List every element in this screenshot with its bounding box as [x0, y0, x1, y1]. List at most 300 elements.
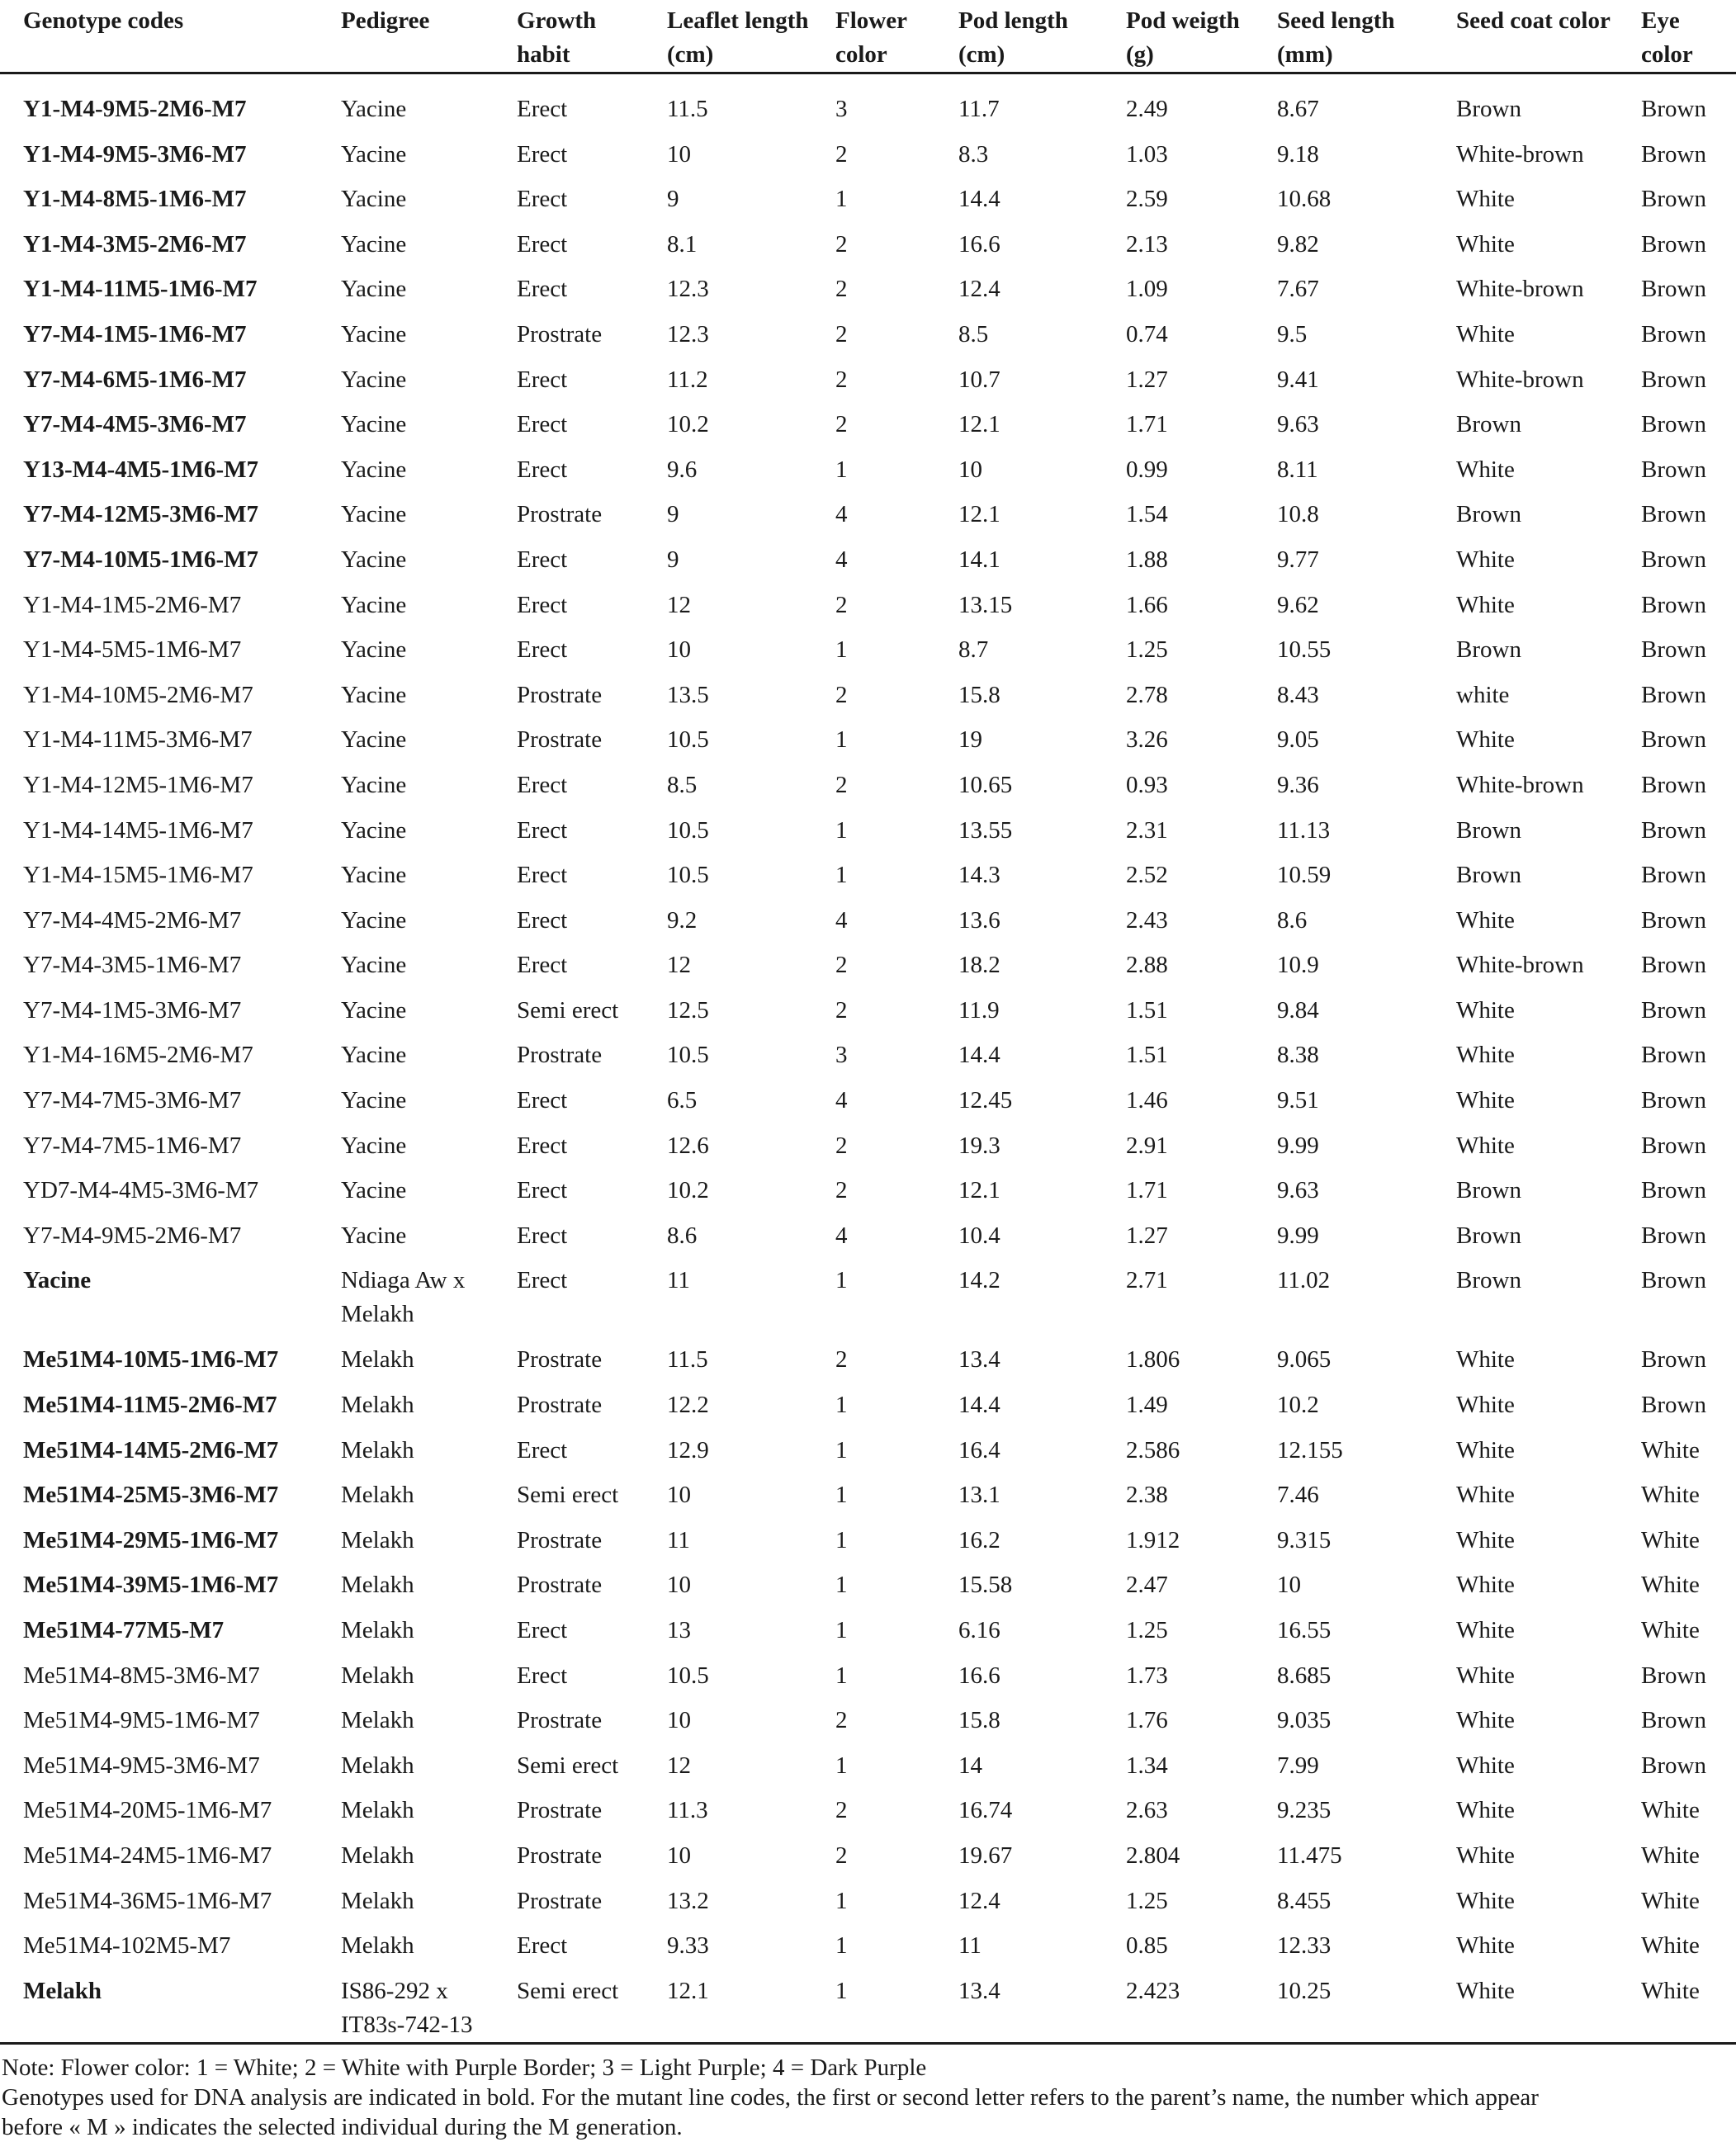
genotype-code-cell: Me51M4-102M5-M7 — [23, 1932, 231, 1960]
genotype-code-cell: Me51M4-77M5-M7 — [23, 1617, 225, 1643]
seed-length-cell: 7.99 — [1277, 1752, 1319, 1779]
pedigree-cell: Yacine — [341, 906, 407, 934]
flower-color-cell: 2 — [835, 591, 848, 618]
eye-color-cell: Brown — [1641, 771, 1706, 798]
pedigree-cell: Ndiaga Aw x Melakh — [341, 1267, 466, 1328]
leaflet-length-cell: 13.2 — [667, 1887, 709, 1914]
flower-color-cell: 2 — [835, 1346, 848, 1374]
table-row — [0, 1794, 1736, 1839]
table-row — [0, 1219, 1736, 1265]
table-body — [0, 73, 1736, 2044]
pedigree-cell: Melakh — [341, 1752, 414, 1779]
pedigree-cell: Yacine — [341, 320, 407, 348]
leaflet-length-cell: 12.3 — [667, 320, 709, 348]
genotype-code-cell: Y13-M4-4M5-1M6-M7 — [23, 456, 259, 483]
growth-habit-cell: Erect — [517, 1132, 568, 1159]
genotype-code-cell: Me51M4-24M5-1M6-M7 — [23, 1842, 272, 1869]
seed-coat-color-cell: Brown — [1456, 1177, 1521, 1204]
seed-coat-color-cell: Brown — [1456, 816, 1521, 844]
growth-habit-cell: Prostrate — [517, 1042, 603, 1069]
pod-length-cell: 16.2 — [958, 1526, 1000, 1553]
pod-length-cell: 16.4 — [958, 1436, 1000, 1463]
flower-color-cell: 2 — [835, 230, 848, 258]
pod-length-cell: 8.7 — [958, 636, 989, 664]
table-row — [0, 858, 1736, 904]
flower-color-cell: 2 — [835, 952, 848, 979]
growth-habit-cell: Erect — [517, 276, 568, 303]
pedigree-cell: Yacine — [341, 1087, 407, 1114]
seed-length-cell: 11.02 — [1277, 1267, 1331, 1294]
pod-length-cell: 14.4 — [958, 1042, 1000, 1069]
pod-weight-cell: 3.26 — [1126, 726, 1168, 754]
genotype-code-cell: Y1-M4-9M5-3M6-M7 — [23, 140, 247, 168]
genotype-code-cell: Y1-M4-9M5-2M6-M7 — [23, 96, 247, 122]
seed-coat-color-cell: white — [1456, 681, 1510, 708]
pod-length-cell: 12.1 — [958, 501, 1000, 528]
pod-length-cell: 13.15 — [958, 591, 1013, 618]
flower-color-cell: 1 — [835, 1662, 848, 1689]
flower-color-cell: 1 — [835, 186, 848, 213]
growth-habit-cell: Erect — [517, 186, 568, 213]
table-row — [0, 498, 1736, 543]
eye-color-cell: Brown — [1641, 1752, 1706, 1779]
genotype-code-cell: Y7-M4-7M5-1M6-M7 — [23, 1132, 242, 1159]
eye-color-cell: White — [1641, 1482, 1700, 1509]
flower-color-cell: 1 — [835, 862, 848, 889]
eye-color-cell: Brown — [1641, 456, 1706, 483]
genotype-code-cell: Me51M4-25M5-3M6-M7 — [23, 1482, 279, 1509]
flower-color-cell: 1 — [835, 636, 848, 664]
leaflet-length-cell: 9.6 — [667, 456, 698, 483]
seed-length-cell: 8.67 — [1277, 96, 1319, 122]
pod-length-cell: 16.6 — [958, 1662, 1000, 1689]
growth-habit-cell: Prostrate — [517, 1707, 603, 1734]
table-header-row — [0, 0, 1736, 73]
seed-coat-color-cell: Brown — [1456, 1222, 1521, 1249]
table-row — [0, 1524, 1736, 1569]
leaflet-length-cell: 11.2 — [667, 366, 708, 393]
table-footnote — [0, 2053, 1736, 2142]
pod-length-cell: 16.74 — [958, 1797, 1013, 1824]
growth-habit-cell: Erect — [517, 1087, 568, 1114]
seed-length-cell: 10 — [1277, 1572, 1301, 1599]
table-row — [0, 272, 1736, 318]
seed-length-cell: 11.13 — [1277, 816, 1331, 844]
genotype-code-cell: Y1-M4-11M5-1M6-M7 — [23, 276, 258, 303]
table-row — [0, 1478, 1736, 1524]
table-row — [0, 994, 1736, 1039]
growth-habit-cell: Prostrate — [517, 501, 603, 528]
pod-weight-cell: 1.27 — [1126, 1222, 1168, 1249]
genotype-code-cell: Me51M4-14M5-2M6-M7 — [23, 1436, 279, 1463]
leaflet-length-cell: 12.3 — [667, 276, 709, 303]
seed-length-cell: 9.41 — [1277, 366, 1319, 393]
genotype-code-cell: YD7-M4-4M5-3M6-M7 — [23, 1177, 259, 1204]
eye-color-cell: Brown — [1641, 636, 1706, 664]
pedigree-cell: Yacine — [341, 546, 407, 573]
seed-length-cell: 9.51 — [1277, 1087, 1319, 1114]
genotype-code-cell: Y1-M4-3M5-2M6-M7 — [23, 230, 247, 258]
leaflet-length-cell: 10 — [667, 1842, 691, 1869]
eye-color-cell: Brown — [1641, 816, 1706, 844]
pod-weight-cell: 1.54 — [1126, 501, 1168, 528]
genotype-code-cell: Y1-M4-12M5-1M6-M7 — [23, 771, 253, 798]
growth-habit-cell: Prostrate — [517, 681, 603, 708]
pod-length-cell: 12.1 — [958, 411, 1000, 438]
pedigree-cell: Yacine — [341, 862, 407, 889]
leaflet-length-cell: 6.5 — [667, 1087, 698, 1114]
seed-coat-color-cell: White — [1456, 1392, 1515, 1419]
eye-color-cell: Brown — [1641, 411, 1706, 438]
column-header-pod-length: Pod length (cm) — [935, 0, 1103, 73]
leaflet-length-cell: 8.1 — [667, 230, 698, 258]
seed-length-cell: 12.155 — [1277, 1436, 1343, 1463]
pod-weight-cell: 2.804 — [1126, 1842, 1180, 1869]
seed-coat-color-cell: White — [1456, 230, 1515, 258]
eye-color-cell: Brown — [1641, 276, 1706, 303]
leaflet-length-cell: 11 — [667, 1526, 690, 1553]
pod-weight-cell: 0.99 — [1126, 456, 1168, 483]
eye-color-cell: Brown — [1641, 1222, 1706, 1249]
flower-color-cell: 2 — [835, 1132, 848, 1159]
growth-habit-cell: Erect — [517, 1436, 568, 1463]
seed-length-cell: 16.55 — [1277, 1617, 1332, 1643]
leaflet-length-cell: 12.2 — [667, 1392, 709, 1419]
pod-weight-cell: 1.25 — [1126, 1887, 1168, 1914]
seed-length-cell: 8.685 — [1277, 1662, 1332, 1689]
leaflet-length-cell: 12 — [667, 1752, 691, 1779]
pedigree-cell: Yacine — [341, 1132, 407, 1159]
seed-coat-color-cell: White — [1456, 1797, 1515, 1824]
eye-color-cell: Brown — [1641, 96, 1706, 122]
table-row — [0, 1129, 1736, 1175]
table-row — [0, 138, 1736, 183]
genotype-code-cell: Y7-M4-12M5-3M6-M7 — [23, 501, 259, 528]
pedigree-cell: Melakh — [341, 1617, 414, 1643]
table-row — [0, 1974, 1736, 2044]
column-header-seed-length: Seed length (mm) — [1254, 0, 1433, 73]
genotype-code-cell: Y7-M4-9M5-2M6-M7 — [23, 1222, 242, 1249]
pod-length-cell: 15.8 — [958, 1707, 1000, 1734]
genotype-code-cell: Me51M4-36M5-1M6-M7 — [23, 1887, 272, 1914]
seed-coat-color-cell: White-brown — [1456, 952, 1584, 979]
seed-coat-color-cell: White — [1456, 1087, 1515, 1114]
leaflet-length-cell: 10 — [667, 1572, 691, 1599]
pod-length-cell: 13.1 — [958, 1482, 1000, 1509]
leaflet-length-cell: 12.9 — [667, 1436, 709, 1463]
seed-coat-color-cell: White — [1456, 1662, 1515, 1689]
eye-color-cell: White — [1641, 1842, 1700, 1869]
column-header-leaflet-length: Leaflet length (cm) — [644, 0, 812, 73]
eye-color-cell: Brown — [1641, 1177, 1706, 1204]
pedigree-cell: Yacine — [341, 771, 407, 798]
seed-length-cell: 8.43 — [1277, 681, 1319, 708]
growth-habit-cell: Erect — [517, 1177, 568, 1204]
pedigree-cell: Melakh — [341, 1887, 414, 1914]
genotype-code-cell: Y1-M4-15M5-1M6-M7 — [23, 862, 253, 889]
pedigree-cell: Melakh — [341, 1842, 414, 1869]
flower-color-cell: 1 — [835, 1572, 848, 1599]
pod-length-cell: 15.58 — [958, 1572, 1013, 1599]
seed-coat-color-cell: White — [1456, 1887, 1515, 1914]
pod-weight-cell: 1.806 — [1126, 1346, 1180, 1374]
pod-weight-cell: 1.71 — [1126, 411, 1168, 438]
leaflet-length-cell: 9 — [667, 501, 679, 528]
eye-color-cell: Brown — [1641, 1392, 1706, 1419]
pod-weight-cell: 1.51 — [1126, 996, 1168, 1024]
pod-weight-cell: 1.46 — [1126, 1087, 1168, 1114]
column-header-growth-habit: Growth habit — [494, 0, 644, 73]
eye-color-cell: White — [1641, 1572, 1700, 1599]
genotype-code-cell: Y7-M4-10M5-1M6-M7 — [23, 546, 259, 573]
table-row — [0, 228, 1736, 273]
pod-length-cell: 10.4 — [958, 1222, 1000, 1249]
flower-color-cell: 1 — [835, 1526, 848, 1553]
pod-length-cell: 13.6 — [958, 906, 1000, 934]
pod-length-cell: 19 — [958, 726, 982, 754]
seed-length-cell: 9.82 — [1277, 230, 1319, 258]
seed-length-cell: 9.99 — [1277, 1222, 1319, 1249]
eye-color-cell: White — [1641, 1797, 1700, 1824]
pod-weight-cell: 2.38 — [1126, 1482, 1168, 1509]
table-row — [0, 768, 1736, 814]
eye-color-cell: White — [1641, 1436, 1700, 1463]
seed-coat-color-cell: White-brown — [1456, 366, 1584, 393]
eye-color-cell: Brown — [1641, 862, 1706, 889]
eye-color-cell: Brown — [1641, 546, 1706, 573]
leaflet-length-cell: 10 — [667, 140, 691, 168]
seed-length-cell: 8.6 — [1277, 906, 1308, 934]
seed-coat-color-cell: White-brown — [1456, 771, 1584, 798]
table-row — [0, 1749, 1736, 1794]
genotype-code-cell: Me51M4-29M5-1M6-M7 — [23, 1526, 279, 1553]
pod-weight-cell: 1.25 — [1126, 636, 1168, 664]
genotype-code-cell: Y1-M4-11M5-3M6-M7 — [23, 726, 253, 754]
pod-weight-cell: 2.59 — [1126, 186, 1168, 213]
eye-color-cell: Brown — [1641, 681, 1706, 708]
leaflet-length-cell: 10.5 — [667, 726, 709, 754]
pod-weight-cell: 1.71 — [1126, 1177, 1168, 1204]
seed-length-cell: 10.8 — [1277, 501, 1319, 528]
pedigree-cell: Yacine — [341, 681, 407, 708]
growth-habit-cell: Semi erect — [517, 1752, 619, 1779]
eye-color-cell: Brown — [1641, 1087, 1706, 1114]
pod-weight-cell: 2.31 — [1126, 816, 1168, 844]
seed-coat-color-cell: White — [1456, 1526, 1515, 1553]
pod-length-cell: 18.2 — [958, 952, 1000, 979]
footnote-line: Genotypes used for DNA analysis are indicated in bold. For the mutant line codes, the first or second letter refers to the parent’s name, the number which appear — [2, 2084, 1539, 2111]
growth-habit-cell: Erect — [517, 1267, 568, 1294]
seed-coat-color-cell: White — [1456, 591, 1515, 618]
pedigree-cell: Melakh — [341, 1346, 414, 1374]
seed-coat-color-cell: White — [1456, 1842, 1515, 1869]
leaflet-length-cell: 12.6 — [667, 1132, 709, 1159]
growth-habit-cell: Erect — [517, 862, 568, 889]
pod-weight-cell: 1.66 — [1126, 591, 1168, 618]
flower-color-cell: 1 — [835, 456, 848, 483]
seed-coat-color-cell: White — [1456, 996, 1515, 1024]
table-row — [0, 633, 1736, 679]
eye-color-cell: Brown — [1641, 366, 1706, 393]
seed-length-cell: 10.2 — [1277, 1392, 1319, 1419]
leaflet-length-cell: 10.5 — [667, 862, 709, 889]
eye-color-cell: Brown — [1641, 1267, 1706, 1294]
pod-length-cell: 13.55 — [958, 816, 1013, 844]
seed-coat-color-cell: White — [1456, 906, 1515, 934]
seed-length-cell: 9.035 — [1277, 1707, 1332, 1734]
pod-length-cell: 10.7 — [958, 366, 1000, 393]
genotype-code-cell: Y1-M4-8M5-1M6-M7 — [23, 186, 247, 213]
table-row — [0, 679, 1736, 724]
table-row — [0, 1388, 1736, 1434]
flower-color-cell: 1 — [835, 1617, 848, 1643]
seed-length-cell: 9.62 — [1277, 591, 1319, 618]
growth-habit-cell: Erect — [517, 771, 568, 798]
flower-color-cell: 4 — [835, 906, 848, 934]
seed-coat-color-cell: White-brown — [1456, 140, 1584, 168]
growth-habit-cell: Erect — [517, 456, 568, 483]
pod-length-cell: 14.4 — [958, 1392, 1000, 1419]
seed-coat-color-cell: Brown — [1456, 411, 1521, 438]
pod-weight-cell: 2.423 — [1103, 1974, 1254, 2044]
growth-habit-cell: Erect — [517, 366, 568, 393]
seed-length-cell: 7.46 — [1277, 1482, 1319, 1509]
seed-length-cell: 10.25 — [1254, 1974, 1433, 2044]
pedigree-cell: Yacine — [341, 411, 407, 438]
pod-length-cell: 13.4 — [935, 1974, 1103, 2044]
table-row — [0, 1704, 1736, 1749]
table-row — [0, 182, 1736, 228]
pod-length-cell: 16.6 — [958, 230, 1000, 258]
pod-length-cell: 14.2 — [958, 1267, 1000, 1294]
flower-color-cell: 4 — [835, 1222, 848, 1249]
growth-habit-cell: Erect — [517, 140, 568, 168]
pod-length-cell: 12.4 — [958, 276, 1000, 303]
pod-weight-cell: 2.47 — [1126, 1572, 1168, 1599]
seed-length-cell: 12.33 — [1277, 1932, 1332, 1960]
pod-weight-cell: 2.49 — [1126, 96, 1168, 122]
pedigree-cell: Yacine — [341, 96, 407, 122]
eye-color-cell: Brown — [1641, 906, 1706, 934]
genotype-code-cell: Y7-M4-3M5-1M6-M7 — [23, 952, 242, 979]
leaflet-length-cell: 8.6 — [667, 1222, 698, 1249]
growth-habit-cell: Prostrate — [517, 1797, 603, 1824]
pod-length-cell: 10.65 — [958, 771, 1013, 798]
seed-length-cell: 9.065 — [1277, 1346, 1332, 1374]
growth-habit-cell: Erect — [517, 1662, 568, 1689]
pedigree-cell: Yacine — [341, 591, 407, 618]
leaflet-length-cell: 10 — [667, 1482, 691, 1509]
pod-weight-cell: 1.09 — [1126, 276, 1168, 303]
table-row — [0, 453, 1736, 499]
seed-coat-color-cell: White — [1456, 186, 1515, 213]
pedigree-cell: Yacine — [341, 140, 407, 168]
seed-length-cell: 11.475 — [1277, 1842, 1342, 1869]
flower-color-cell: 2 — [835, 1177, 848, 1204]
flower-color-cell: 2 — [835, 1842, 848, 1869]
seed-length-cell: 9.235 — [1277, 1797, 1332, 1824]
eye-color-cell: Brown — [1641, 320, 1706, 348]
seed-coat-color-cell: White — [1456, 1932, 1515, 1960]
growth-habit-cell: Semi erect — [494, 1974, 644, 2044]
seed-coat-color-cell: Brown — [1456, 96, 1521, 122]
column-header-pod-weight: Pod weigth (g) — [1103, 0, 1254, 73]
pod-weight-cell: 0.74 — [1126, 320, 1168, 348]
leaflet-length-cell: 9 — [667, 186, 679, 213]
eye-color-cell: White — [1641, 1932, 1700, 1960]
pedigree-cell: Melakh — [341, 1932, 414, 1960]
growth-habit-cell: Erect — [517, 1222, 568, 1249]
table-row — [0, 318, 1736, 363]
eye-color-cell: Brown — [1641, 1132, 1706, 1159]
seed-coat-color-cell: White — [1456, 1436, 1515, 1463]
pedigree-cell: Melakh — [341, 1482, 414, 1509]
pod-length-cell: 8.3 — [958, 140, 989, 168]
flower-color-cell: 2 — [835, 276, 848, 303]
flower-color-cell: 3 — [835, 1042, 848, 1069]
genotype-code-cell: Y1-M4-14M5-1M6-M7 — [23, 816, 253, 844]
genotype-code-cell: Me51M4-11M5-2M6-M7 — [23, 1392, 277, 1419]
growth-habit-cell: Erect — [517, 906, 568, 934]
growth-habit-cell: Prostrate — [517, 1887, 603, 1914]
eye-color-cell: Brown — [1641, 186, 1706, 213]
seed-coat-color-cell: White — [1456, 1617, 1515, 1643]
seed-coat-color-cell: White — [1433, 1974, 1618, 2044]
table-row — [0, 73, 1736, 138]
pedigree-cell: Melakh — [341, 1572, 414, 1599]
seed-coat-color-cell: White — [1456, 1572, 1515, 1599]
genotype-code-cell: Me51M4-9M5-3M6-M7 — [23, 1752, 260, 1779]
seed-coat-color-cell: Brown — [1456, 1267, 1521, 1294]
column-header-pedigree: Pedigree — [318, 0, 494, 73]
seed-length-cell: 9.99 — [1277, 1132, 1319, 1159]
flower-color-cell: 1 — [835, 816, 848, 844]
seed-coat-color-cell: Brown — [1456, 636, 1521, 664]
genotype-code-cell: Yacine — [23, 1267, 92, 1294]
pedigree-cell: Melakh — [341, 1392, 414, 1419]
table-row — [0, 363, 1736, 409]
eye-color-cell: Brown — [1641, 726, 1706, 754]
seed-coat-color-cell: White-brown — [1456, 276, 1584, 303]
genotype-code-cell: Melakh — [0, 1974, 318, 2044]
pod-weight-cell: 2.63 — [1126, 1797, 1168, 1824]
growth-habit-cell: Erect — [517, 411, 568, 438]
table-row — [0, 1084, 1736, 1129]
flower-color-cell: 2 — [835, 1797, 848, 1824]
table-row — [0, 1038, 1736, 1084]
seed-coat-color-cell: White — [1456, 456, 1515, 483]
flower-color-cell: 2 — [835, 681, 848, 708]
flower-color-cell: 3 — [835, 96, 848, 122]
growth-habit-cell: Erect — [517, 636, 568, 664]
growth-habit-cell: Erect — [517, 591, 568, 618]
flower-color-cell: 2 — [835, 320, 848, 348]
pedigree-cell: Melakh — [341, 1662, 414, 1689]
seed-length-cell: 9.63 — [1277, 1177, 1319, 1204]
pod-length-cell: 19.67 — [958, 1842, 1013, 1869]
seed-length-cell: 10.68 — [1277, 186, 1332, 213]
seed-length-cell: 9.315 — [1277, 1526, 1332, 1553]
leaflet-length-cell: 9.2 — [667, 906, 698, 934]
pod-weight-cell: 2.586 — [1126, 1436, 1180, 1463]
flower-color-cell: 2 — [835, 366, 848, 393]
seed-coat-color-cell: White — [1456, 1752, 1515, 1779]
pod-length-cell: 14.4 — [958, 186, 1000, 213]
seed-length-cell: 10.59 — [1277, 862, 1332, 889]
eye-color-cell: Brown — [1641, 1662, 1706, 1689]
pod-length-cell: 14 — [958, 1752, 982, 1779]
growth-habit-cell: Prostrate — [517, 1526, 603, 1553]
